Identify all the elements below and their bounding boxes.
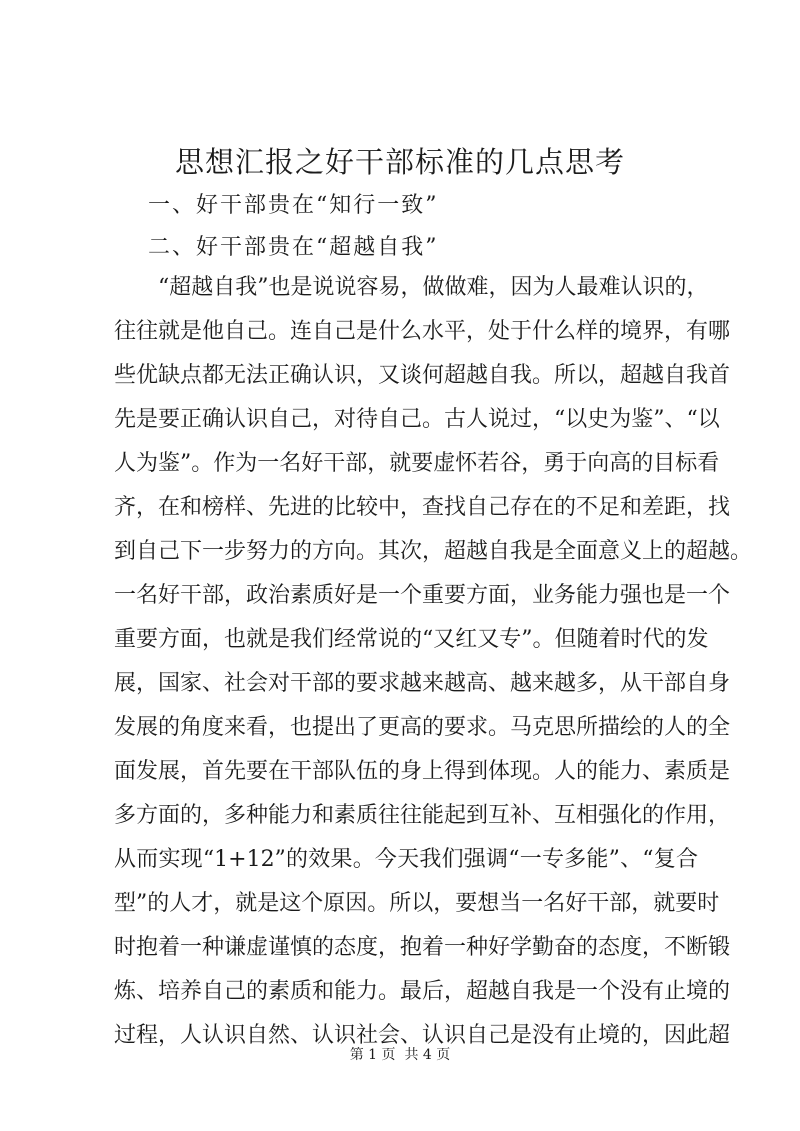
paragraph-line: 多方面的，多种能力和素质往往能起到互补、互相强化的作用， bbox=[114, 803, 731, 828]
document-title: 思想汇报之好干部标准的几点思考 bbox=[174, 145, 625, 179]
paragraph-line: 过程，人认识自然、认识社会、认识自己是没有止境的，因此超 bbox=[114, 1023, 731, 1048]
paragraph-line: 人为鉴”。作为一名好干部，就要虚怀若谷，勇于向高的目标看 bbox=[114, 451, 720, 476]
paragraph-line: 先是要正确认识自己，对待自己。古人说过，“以史为鉴”、“以 bbox=[114, 407, 720, 432]
section-heading-1: 一、好干部贵在“知行一致” bbox=[148, 193, 439, 218]
paragraph-line: 从而实现“1+12”的效果。今天我们强调“一专多能”、“复合 bbox=[114, 847, 698, 872]
paragraph-line: 重要方面，也就是我们经常说的“又红又专”。但随着时代的发 bbox=[114, 627, 709, 652]
paragraph-line: 发展的角度来看，也提出了更高的要求。马克思所描绘的人的全 bbox=[114, 715, 731, 740]
paragraph-line: 齐，在和榜样、先进的比较中，查找自己存在的不足和差距，找 bbox=[114, 495, 731, 520]
paragraph-line: 炼、培养自己的素质和能力。最后，超越自我是一个没有止境的 bbox=[114, 979, 731, 1004]
paragraph-line: 面发展，首先要在干部队伍的身上得到体现。人的能力、素质是 bbox=[114, 759, 731, 784]
paragraph-line: 一名好干部，政治素质好是一个重要方面，业务能力强也是一个 bbox=[114, 583, 731, 608]
paragraph-line: 展，国家、社会对干部的要求越来越高、越来越多，从干部自身 bbox=[114, 671, 731, 696]
paragraph bbox=[114, 266, 753, 1058]
paragraph-line: “超越自我”也是说说容易，做做难，因为人最难认识的， bbox=[158, 275, 709, 300]
page-footer: 第 1 页 共 4 页 bbox=[349, 1047, 451, 1063]
paragraph-line: 型”的人才，就是这个原因。所以，要想当一名好干部，就要时 bbox=[114, 891, 720, 916]
section-heading-2: 二、好干部贵在“超越自我” bbox=[148, 235, 439, 260]
paragraph-line: 往往就是他自己。连自己是什么水平，处于什么样的境界，有哪 bbox=[114, 319, 731, 344]
paragraph-line: 到自己下一步努力的方向。其次，超越自我是全面意义上的超越。 bbox=[114, 539, 753, 564]
paragraph-line: 时抱着一种谦虚谨慎的态度，抱着一种好学勤奋的态度，不断锻 bbox=[114, 935, 731, 960]
paragraph-line: 些优缺点都无法正确认识，又谈何超越自我。所以，超越自我首 bbox=[114, 363, 731, 388]
